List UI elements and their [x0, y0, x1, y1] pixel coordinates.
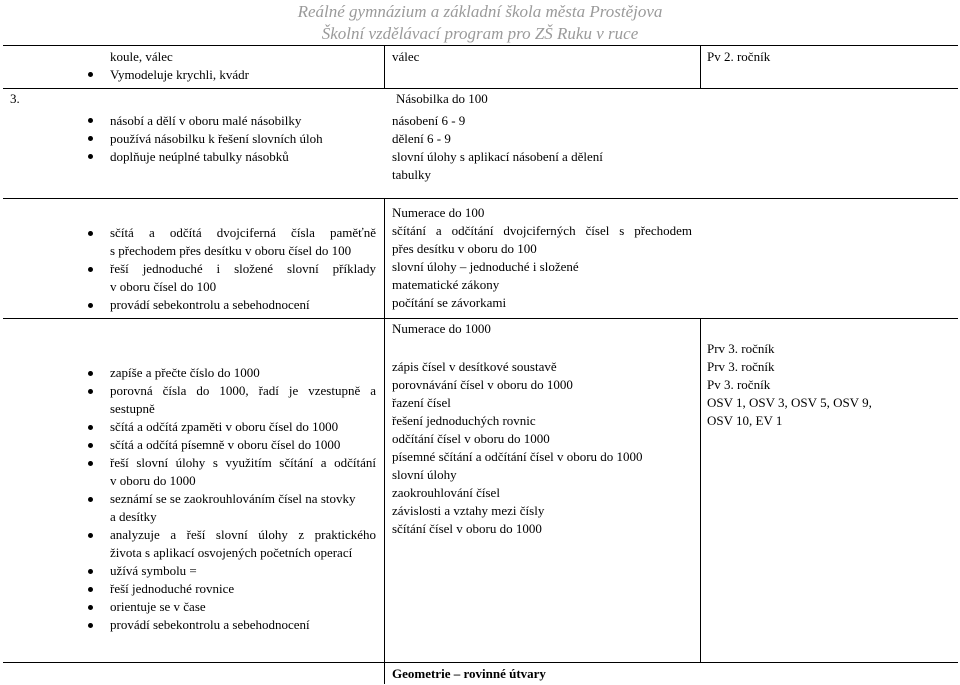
- list-item: orientuje se v čase: [110, 599, 206, 614]
- list-item: sestupně: [110, 401, 155, 416]
- bullet: [88, 497, 93, 502]
- row-number: 3.: [10, 91, 20, 106]
- list-item: používá násobilku k řešení slovních úloh: [110, 131, 323, 146]
- content-item: závislosti a vztahy mezi čísly: [392, 503, 545, 518]
- content-item: sčítání čísel v oboru do 1000: [392, 521, 542, 536]
- list-item: v oboru čísel do 100: [110, 279, 217, 294]
- list-item: sčítá a odčítá písemně v oboru čísel do 1000: [110, 437, 341, 452]
- bullet: [88, 267, 93, 272]
- bullet: [88, 533, 93, 538]
- list-item: doplňuje neúplné tabulky násobků: [110, 149, 289, 164]
- content-item: odčítání čísel v oboru do 1000: [392, 431, 550, 446]
- section-title: Násobilka do 100: [396, 91, 488, 106]
- content-item: přes desítku v oboru do 100: [392, 241, 537, 256]
- content-item: slovní úlohy s aplikací násobení a dělení: [392, 149, 603, 164]
- list-item: zapíše a přečte číslo do 1000: [110, 365, 260, 380]
- list-item: provádí sebekontrolu a sebehodnocení: [110, 297, 310, 312]
- section-title: Numerace do 100: [392, 205, 485, 220]
- school-name: Reálné gymnázium a základní škola města Prostějova: [297, 2, 663, 21]
- content-item: písemné sčítání a odčítání čísel v oboru do 1000: [392, 449, 643, 464]
- notes-item: OSV 1, OSV 3, OSV 5, OSV 9,: [707, 395, 872, 410]
- content-item: válec: [392, 49, 420, 64]
- bullet: [88, 136, 93, 141]
- list-item: Vymodeluje krychli, kvádr: [110, 67, 249, 82]
- content-item: slovní úlohy – jednoduché i složené: [392, 259, 579, 274]
- list-item: sčítá a odčítá zpaměti v oboru čísel do 1000: [110, 419, 339, 434]
- notes-item: Prv 3. ročník: [707, 359, 775, 374]
- bullet: [88, 623, 93, 628]
- list-item: násobí a dělí v oboru malé násobilky: [110, 113, 302, 128]
- table-border: [3, 318, 958, 319]
- list-item: a desítky: [110, 509, 157, 524]
- bullet: [88, 72, 93, 77]
- bullet: [88, 371, 93, 376]
- bullet: [88, 303, 93, 308]
- table-border: [3, 198, 958, 199]
- content-item: řazení čísel: [392, 395, 451, 410]
- list-item: života s aplikací osvojených početních operací: [110, 545, 353, 560]
- bullet: [88, 154, 93, 159]
- list-item: s přechodem přes desítku v oboru čísel do 100: [110, 243, 352, 258]
- bullet: [88, 118, 93, 123]
- list-item: sčítá a odčítá dvojciferná čísla paměťně: [110, 225, 376, 240]
- bullet: [88, 461, 93, 466]
- list-item: řeší slovní úlohy s využitím sčítání a odčítání: [110, 455, 376, 470]
- column-divider: [384, 198, 385, 684]
- notes-item: Prv 3. ročník: [707, 341, 775, 356]
- table-border: [3, 45, 958, 46]
- content-item: slovní úlohy: [392, 467, 457, 482]
- section-title: Numerace do 1000: [392, 321, 491, 336]
- notes-item: Pv 3. ročník: [707, 377, 771, 392]
- table-border: [3, 88, 958, 89]
- notes-item: OSV 10, EV 1: [707, 413, 783, 428]
- notes-cell: Pv 2. ročník: [707, 49, 771, 64]
- bullet: [88, 389, 93, 394]
- content-item: tabulky: [392, 167, 431, 182]
- list-item: řeší jednoduché rovnice: [110, 581, 235, 596]
- section-title: Geometrie – rovinné útvary: [392, 666, 546, 681]
- list-item: v oboru do 1000: [110, 473, 196, 488]
- list-item: analyzuje a řeší slovní úlohy z praktického: [110, 527, 376, 542]
- content-item: porovnávání čísel v oboru do 1000: [392, 377, 573, 392]
- content-item: sčítání a odčítání dvojciferných čísel s přechodem: [392, 223, 692, 238]
- bullet: [88, 443, 93, 448]
- program-name: Školní vzdělávací program pro ZŠ Ruku v ruce: [321, 24, 639, 43]
- list-item: koule, válec: [110, 49, 173, 64]
- bullet: [88, 569, 93, 574]
- content-item: násobení 6 - 9: [392, 113, 466, 128]
- table-border: [3, 662, 958, 663]
- bullet: [88, 587, 93, 592]
- content-item: dělení 6 - 9: [392, 131, 451, 146]
- list-item: porovná čísla do 1000, řadí je vzestupně a: [110, 383, 376, 398]
- column-divider: [384, 45, 385, 88]
- content-item: řešení jednoduchých rovnic: [392, 413, 536, 428]
- content-item: zaokrouhlování čísel: [392, 485, 500, 500]
- bullet: [88, 231, 93, 236]
- list-item: řeší jednoduché i složené slovní příklady: [110, 261, 376, 276]
- bullet: [88, 425, 93, 430]
- bullet: [88, 605, 93, 610]
- list-item: seznámí se se zaokrouhlováním čísel na stovky: [110, 491, 356, 506]
- content-item: matematické zákony: [392, 277, 500, 292]
- list-item: provádí sebekontrolu a sebehodnocení: [110, 617, 310, 632]
- content-item: počítání se závorkami: [392, 295, 507, 310]
- column-divider: [700, 45, 701, 88]
- column-divider: [700, 318, 701, 662]
- list-item: užívá symbolu =: [110, 563, 197, 578]
- content-item: zápis čísel v desítkové soustavě: [392, 359, 557, 374]
